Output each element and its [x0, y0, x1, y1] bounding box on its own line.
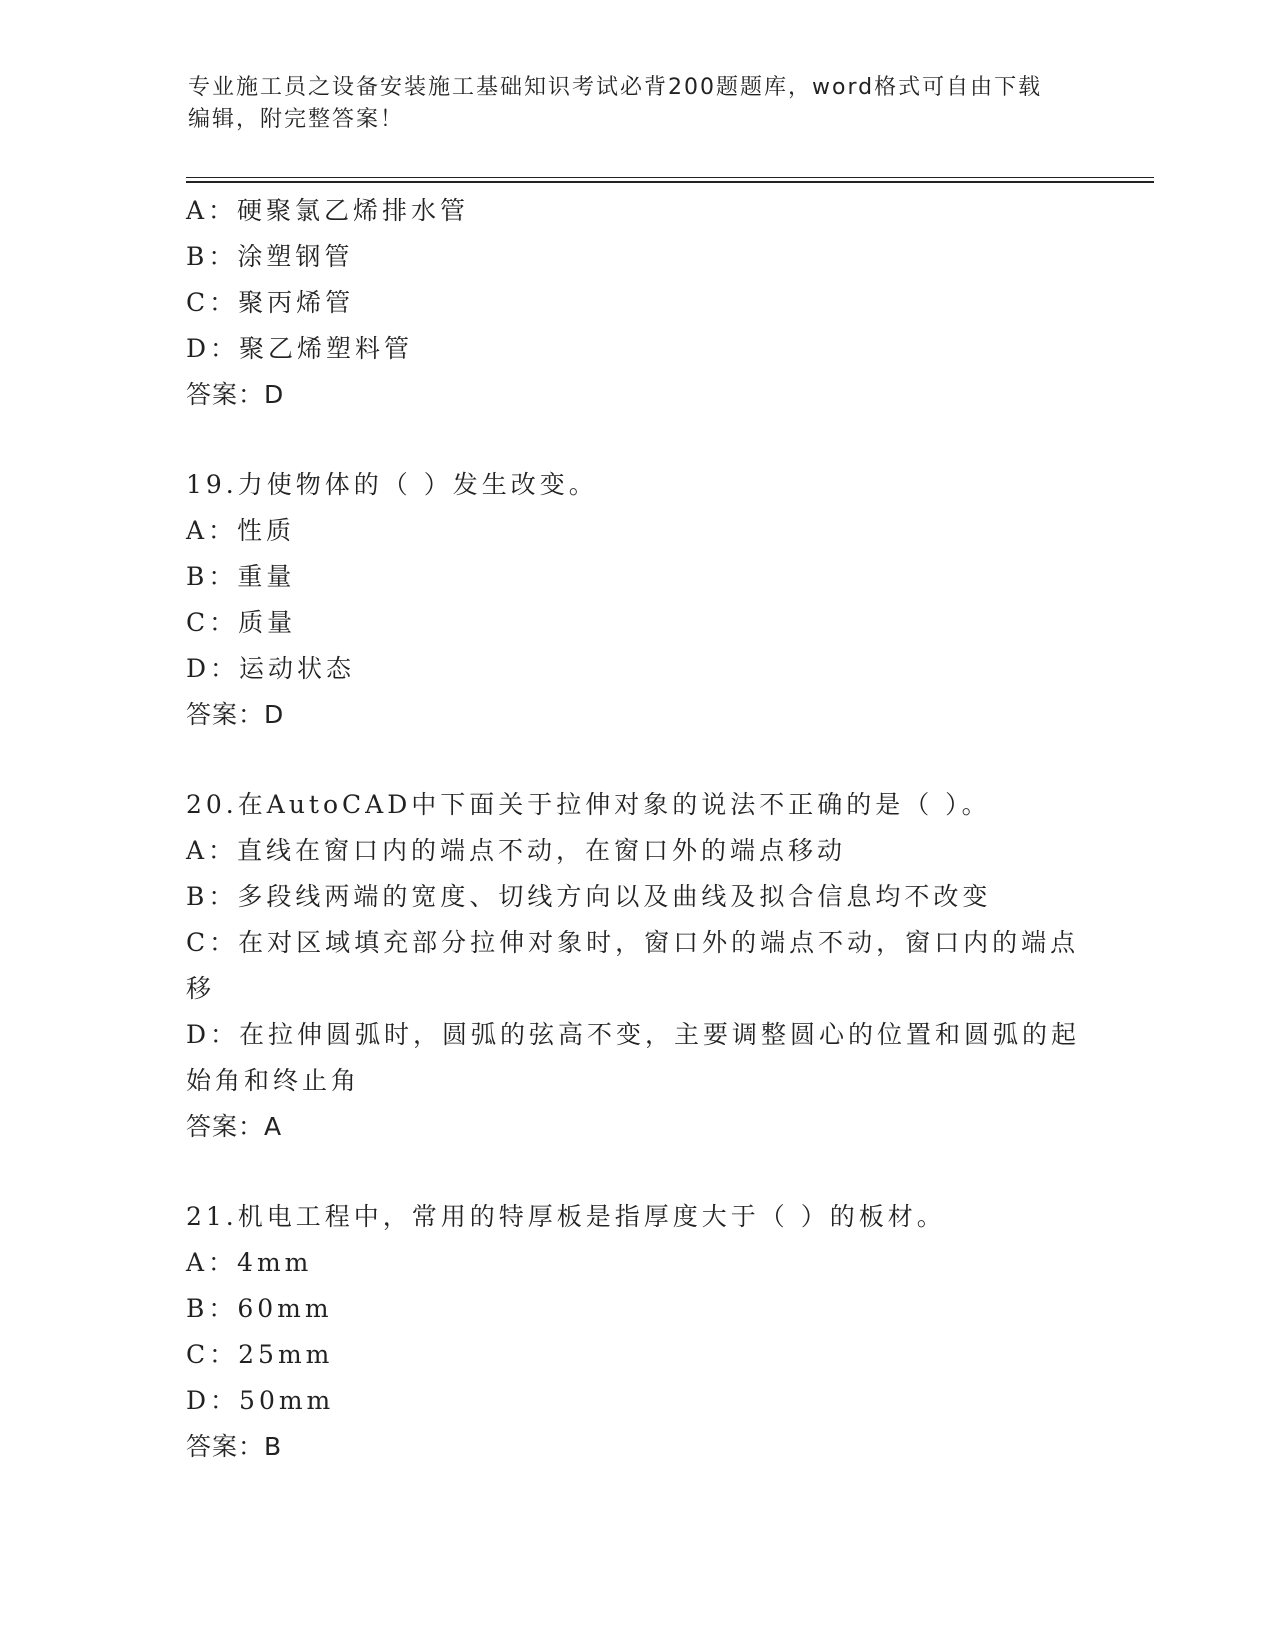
option-a: A：4mm — [186, 1248, 313, 1277]
option-a: A：性质 — [186, 516, 296, 545]
answer: 答案：A — [186, 1112, 283, 1141]
header-line-2: 编辑，附完整答案！ — [188, 107, 405, 132]
option-d: D：在拉伸圆弧时，圆弧的弦高不变，主要调整圆心的位置和圆弧的起始角和终止角 — [186, 1020, 1081, 1095]
option-b: B：涂塑钢管 — [186, 242, 354, 271]
answer: 答案：B — [186, 1432, 283, 1461]
header-divider-thick — [186, 181, 1154, 183]
spacer — [186, 1150, 1086, 1194]
document-header — [188, 72, 1088, 136]
question-list — [186, 188, 1086, 1470]
option-c: C：25mm — [186, 1340, 334, 1369]
answer: 答案：D — [186, 380, 285, 409]
option-d: D：聚乙烯塑料管 — [186, 334, 414, 363]
question-text: 21.机电工程中，常用的特厚板是指厚度大于（ ）的板材。 — [186, 1202, 946, 1231]
option-a: A：直线在窗口内的端点不动，在窗口外的端点移动 — [186, 836, 847, 865]
option-c: C：在对区域填充部分拉伸对象时，窗口外的端点不动，窗口内的端点移 — [186, 928, 1080, 1003]
answer: 答案：D — [186, 700, 285, 729]
option-b: B：多段线两端的宽度、切线方向以及曲线及拟合信息均不改变 — [186, 882, 992, 911]
question-20 — [186, 782, 1086, 1150]
question-text: 20.在AutoCAD中下面关于拉伸对象的说法不正确的是（ ）。 — [186, 790, 991, 819]
spacer — [186, 418, 1086, 462]
header-line-1: 专业施工员之设备安装施工基础知识考试必背200题题库，word格式可自由下载 — [188, 75, 1043, 100]
spacer — [186, 738, 1086, 782]
question-text: 19.力使物体的（ ）发生改变。 — [186, 470, 598, 499]
option-b: B：重量 — [186, 562, 296, 591]
option-b: B：60mm — [186, 1294, 333, 1323]
option-d: D：50mm — [186, 1386, 335, 1415]
option-a: A：硬聚氯乙烯排水管 — [186, 196, 470, 225]
header-divider-thin — [186, 177, 1154, 178]
question-18 — [186, 188, 1086, 418]
question-19 — [186, 462, 1086, 738]
option-c: C：聚丙烯管 — [186, 288, 355, 317]
option-d: D：运动状态 — [186, 654, 356, 683]
question-21 — [186, 1194, 1086, 1470]
option-c: C：质量 — [186, 608, 297, 637]
